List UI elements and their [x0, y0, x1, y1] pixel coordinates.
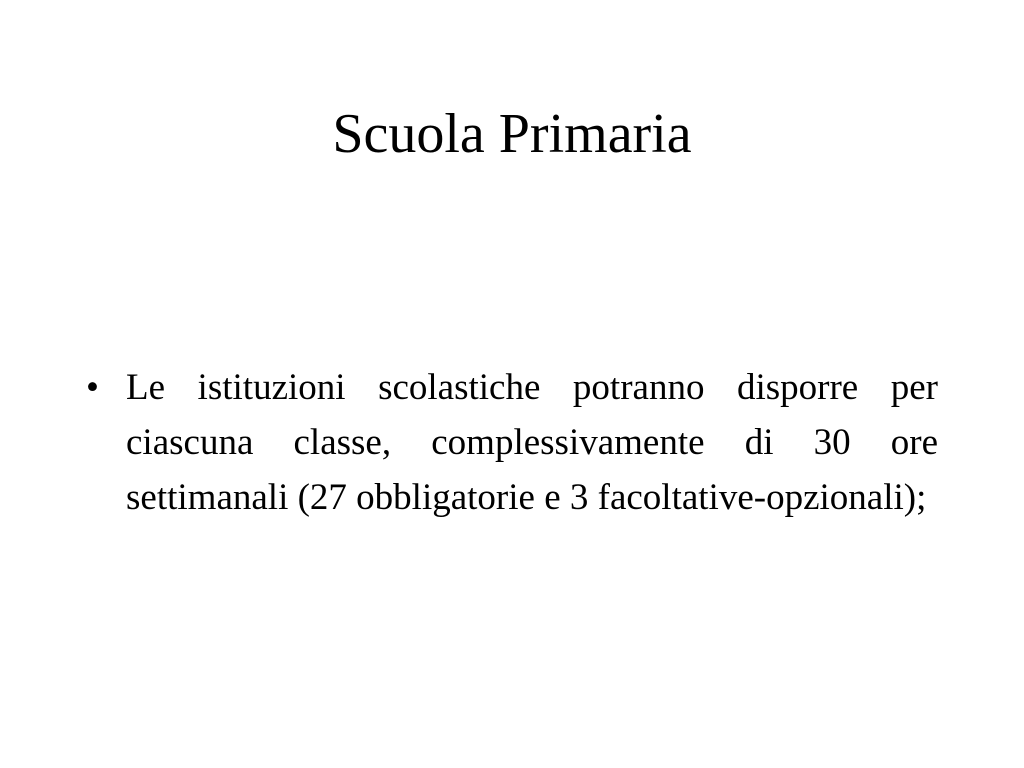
bullet-item	[86, 360, 938, 525]
slide-title: Scuola Primaria	[332, 103, 692, 165]
bullet-text: Le istituzioni scolastiche potranno disporre per ciascuna classe, complessivamente di 30 ore settimanali (27 obbligatorie e 3 facoltative-opzionali);	[126, 367, 938, 518]
bullet-marker: •	[86, 367, 99, 408]
bullet-list	[86, 360, 938, 525]
